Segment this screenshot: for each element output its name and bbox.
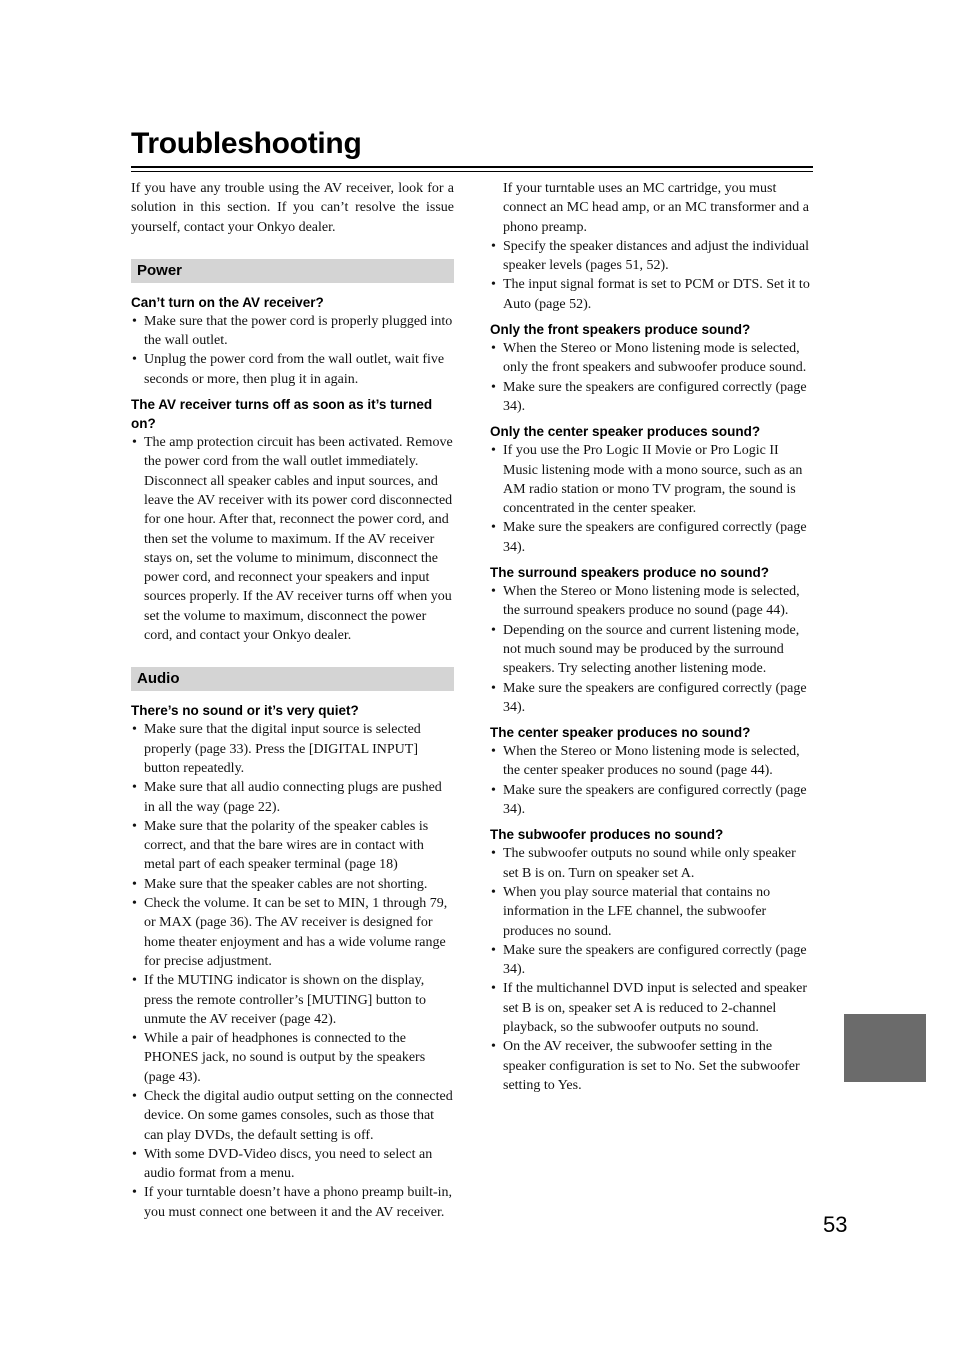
answer-list [490,441,814,557]
page-number: 53 [823,1212,848,1237]
question-turns-off: The AV receiver turns off as soon as it’s turned on? [131,397,433,432]
list-item: • Make sure that the power cord is properly plugged into the wall outlet. [131,312,454,351]
section-heading-power: Power [131,259,454,283]
question-center-only: Only the center speaker produces sound? [490,424,761,440]
list-item: • Make sure that the speaker cables are not shorting. [131,875,454,894]
answer-list [131,433,454,645]
left-column [131,179,454,1222]
question-surround-no-sound: The surround speakers produce no sound? [490,565,770,581]
list-item: • Make sure that the polarity of the speaker cables is correct, and that the bare wires are in contact with metal part of each speaker terminal (page 18) [131,817,454,875]
list-item: • The input signal format is set to PCM or DTS. Set it to Auto (page 52). [490,275,814,314]
list-item: • Make sure the speakers are configured correctly (page 34). [490,781,814,820]
list-item: • Make sure the speakers are configured correctly (page 34). [490,941,814,980]
question-subwoofer-no-sound: The subwoofer produces no sound? [490,827,724,843]
answer-list [490,742,814,819]
list-item: • Unplug the power cord from the wall outlet, wait five seconds or more, then plug it in again. [131,350,454,389]
question-no-sound: There’s no sound or it’s very quiet? [131,703,359,719]
list-item: • Specify the speaker distances and adjust the individual speaker levels (pages 51, 52). [490,237,814,276]
answer-list [131,312,454,389]
list-item: • Make sure the speakers are configured correctly (page 34). [490,378,814,417]
list-item: • Check the volume. It can be set to MIN, 1 through 79, or MAX (page 36). The AV receiver is designed for home theater enjoyment and has a wide volume range for precise adjustment. [131,894,454,971]
list-item: • With some DVD-Video discs, you need to select an audio format from a menu. [131,1145,454,1184]
page-title: Troubleshooting [131,127,362,160]
question-cant-turn-on: Can’t turn on the AV receiver? [131,294,324,310]
list-item: • While a pair of headphones is connected to the PHONES jack, no sound is output by the speakers (page 43). [131,1029,454,1087]
list-item: • Make sure that all audio connecting plugs are pushed in all the way (page 22). [131,778,454,817]
list-item: • Make sure the speakers are configured correctly (page 34). [490,518,814,557]
answer-list [490,339,814,416]
list-item: • The subwoofer outputs no sound while only speaker set B is on. Turn on speaker set A. [490,844,814,883]
list-item: • Check the digital audio output setting on the connected device. On some games consoles, such as those that can play DVDs, the default setting is off. [131,1087,454,1145]
question-front-only: Only the front speakers produce sound? [490,322,751,338]
list-item: • If the MUTING indicator is shown on the display, press the remote controller’s [MUTING] button to unmute the AV receiver (page 42). [131,971,454,1029]
section-heading-audio: Audio [131,667,454,691]
answer-list [131,720,454,1222]
continued-paragraph: If your turntable uses an MC cartridge, you must connect an MC head amp, or an MC transformer and a phono preamp. [503,181,809,235]
chapter-tab [844,1014,926,1082]
list-item: • If your turntable doesn’t have a phono preamp built-in, you must connect one between it and the AV receiver. [131,1183,454,1222]
list-item: • When the Stereo or Mono listening mode is selected, the center speaker produces no sound (page 44). [490,742,814,781]
list-item: • If the multichannel DVD input is selected and speaker set B is on, speaker set A is reduced to 2-channel playback, so the subwoofer outputs no sound. [490,979,814,1037]
list-item: • The amp protection circuit has been activated. Remove the power cord from the wall outlet immediately. Disconnect all speaker cables and input sources, and leave the AV receiver with its power cord disconnected for one hour. After that, reconnect the power cord, and then set the volume to maximum. If the AV receiver stays on, set the volume to minimum, disconnect the power cord, and reconnect your speakers and input sources properly. If the AV receiver turns off when you set the volume to maximum, disconnect the power cord, and contact your Onkyo dealer. [131,433,454,645]
list-item: • When the Stereo or Mono listening mode is selected, only the front speakers and subwoofer produce sound. [490,339,814,378]
list-item: • When you play source material that contains no information in the LFE channel, the subwoofer produces no sound. [490,883,814,941]
answer-list [490,237,814,314]
list-item: • If you use the Pro Logic II Movie or Pro Logic II Music listening mode with a mono source, such as an AM radio station or mono TV program, the sound is concentrated in the center speaker. [490,441,814,518]
list-item: • When the Stereo or Mono listening mode is selected, the surround speakers produce no sound (page 44). [490,582,814,621]
title-rule [131,166,813,168]
question-center-no-sound: The center speaker produces no sound? [490,725,751,741]
title-rule-thin [131,171,813,172]
list-item: • On the AV receiver, the subwoofer setting in the speaker configuration is set to No. Set the subwoofer setting to Yes. [490,1037,814,1095]
list-item: • Depending on the source and current listening mode, not much sound may be produced by the surround speakers. Try selecting another listening mode. [490,621,814,679]
list-item: • Make sure the speakers are configured correctly (page 34). [490,679,814,718]
intro-paragraph: If you have any trouble using the AV receiver, look for a solution in this section. If you can’t resolve the issue yourself, contact your Onkyo dealer. [131,181,454,235]
answer-list [490,844,814,1095]
right-column [490,179,814,1095]
list-item: • Make sure that the digital input source is selected properly (page 33). Press the [DIGITAL INPUT] button repeatedly. [131,720,454,778]
answer-list [490,582,814,717]
